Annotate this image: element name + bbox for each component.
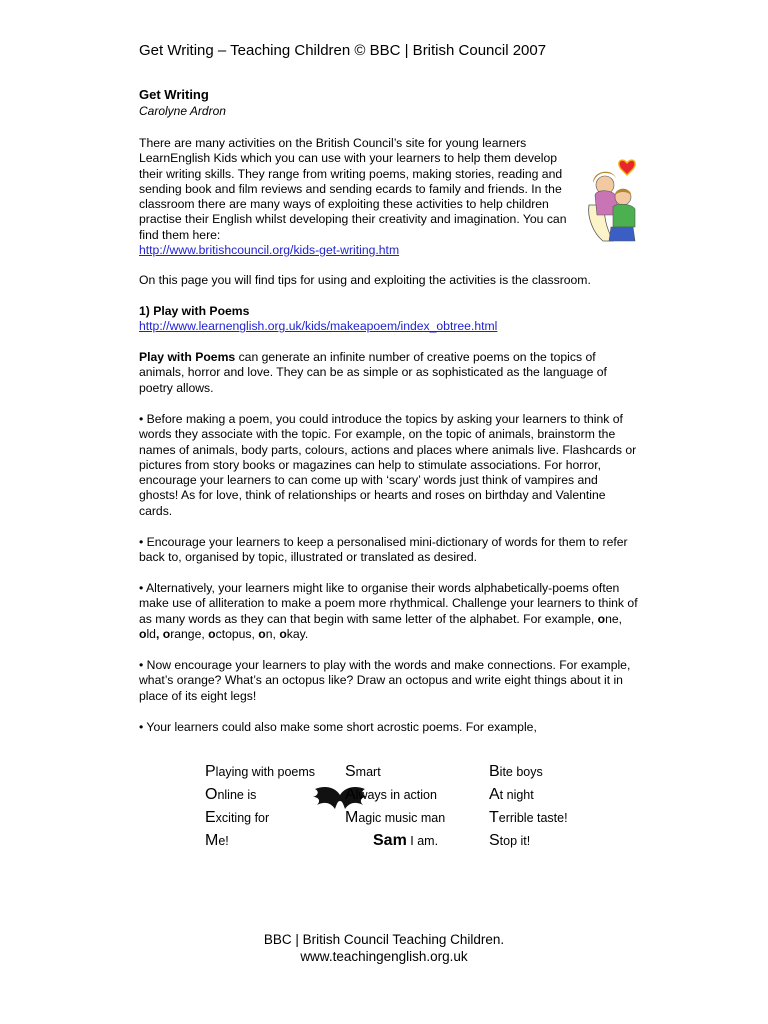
page-footer xyxy=(0,931,768,965)
kids-get-writing-link[interactable]: http://www.britishcouncil.org/kids-get-writing.htm xyxy=(139,243,400,258)
acrostic-line: Online is xyxy=(205,786,257,803)
children-hugging-clipart xyxy=(583,155,643,245)
acrostic-line: Bite boys xyxy=(489,763,543,780)
article-author: Carolyne Ardron xyxy=(139,104,226,118)
acrostic-line: Exciting for xyxy=(205,809,270,826)
tips-intro: On this page you will find tips for using and exploiting the activities is the classroom. xyxy=(139,273,591,287)
acrostic-line: Stop it! xyxy=(489,832,531,849)
footer-line-2: www.teachingenglish.org.uk xyxy=(300,949,468,964)
alliteration-text: • Alternatively, your learners might like to organise their words alphabetically-poems often make use of alliteration to make a poem more rhythmical. Challenge your learners to think of as many words as they can that begin with same letter of the alphabet. For example, xyxy=(139,581,638,626)
acrostic-line: Me! xyxy=(205,832,229,849)
play-with-poems-bold: Play with Poems xyxy=(139,350,236,364)
acrostic-poems xyxy=(205,763,605,863)
play-with-poems-rest: can generate an infinite number of creative poems on the topics of animals, horror and love. They can be as simple or as sophisticated as the language of poetry allows. xyxy=(139,350,607,395)
example-word: octopus xyxy=(208,626,252,641)
play-with-poems-paragraph xyxy=(139,350,639,396)
footer-line-1: BBC | British Council Teaching Children. xyxy=(263,932,505,947)
example-word: on xyxy=(258,626,273,641)
intro-text: There are many activities on the British Council’s site for young learners LearnEnglish Kids which you can use with your learners to help them develop their writing skills. They range from writing poems, making stories, reading and sending book and film reviews and sending ecards to family and friends. In the classroom there are many ways of exploiting these activities to help children practise their English whilst developing their creativity and imagination. You can find them here: xyxy=(139,136,567,242)
acrostic-line: Terrible taste! xyxy=(489,809,568,826)
section-1 xyxy=(139,304,639,335)
example-word: orange xyxy=(162,626,202,641)
page-header: Get Writing – Teaching Children © BBC | British Council 2007 xyxy=(139,42,547,59)
section-1-heading: 1) Play with Poems xyxy=(139,304,250,318)
acrostic-line: Smart xyxy=(345,763,381,780)
make-a-poem-link[interactable]: http://www.learnenglish.org.uk/kids/makeapoem/index_obtree.html xyxy=(139,319,498,334)
article-title: Get Writing xyxy=(139,87,209,102)
bullet-mini-dictionary: • Encourage your learners to keep a personalised mini-dictionary of words for them to refer back to, organised by topic, illustrated or translated as desired. xyxy=(139,535,628,565)
bullet-connections: • Now encourage your learners to play with the words and make connections. For example, what’s orange? What’s an octopus like? Draw an octopus and write eight things about it in place of its eight legs! xyxy=(139,658,631,703)
acrostic-line: Magic music man xyxy=(345,809,446,826)
bullet-alliteration: • Alternatively, your learners might like to organise their words alphabetically-poems often make use of alliteration to make a poem more rhythmical. Challenge your learners to think of as many words as they can that begin with same letter of the alphabet. For example, one, old, orange, octopus, on, okay. xyxy=(139,581,638,641)
acrostic-line: Always in action xyxy=(345,786,437,803)
acrostic-line: At night xyxy=(489,786,534,803)
example-word: old xyxy=(139,626,156,641)
intro-paragraph xyxy=(139,136,579,258)
example-word: okay xyxy=(279,626,305,641)
example-word: one xyxy=(597,611,619,626)
acrostic-line: Sam I am. xyxy=(373,832,439,849)
bullet-topics: • Before making a poem, you could introduce the topics by asking your learners to think of words they associate with the topic. For example, on the topic of animals, brainstorm the names of animals, body parts, colours, actions and places where animals live. Flashcards or pictures from story books or magazines can help to stimulate associations. For horror, encourage your learners to can come up with ‘scary’ words just think of vampires and ghosts! As for love, think of relationships or hearts and roses on birthday and Valentine cards. xyxy=(139,412,637,518)
bullet-acrostic: • Your learners could also make some short acrostic poems. For example, xyxy=(139,720,537,734)
acrostic-line: Playing with poems xyxy=(205,763,316,780)
